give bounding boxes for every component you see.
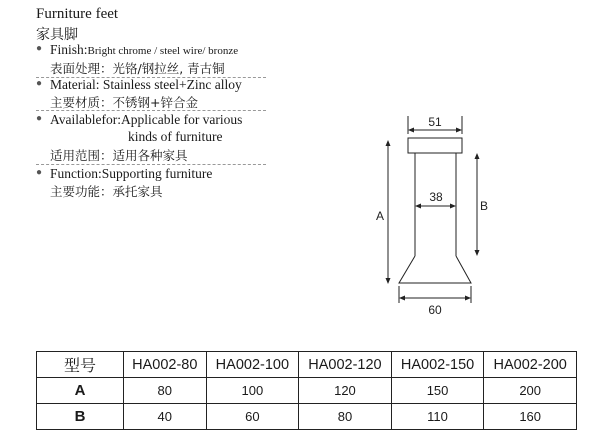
finish-value: Bright chrome / steel wire/ bronze — [87, 45, 239, 57]
table-cell: 200 — [484, 378, 577, 404]
table-row — [37, 404, 577, 430]
material-cn: 主要材质：不锈钢+锌合金 — [50, 95, 198, 110]
dim-neck-width: 38 — [429, 190, 443, 204]
finish-text — [50, 42, 238, 58]
model-header-cell: HA002-100 — [206, 352, 299, 378]
dim-a-label: A — [375, 209, 385, 223]
table-cell: 80 — [299, 404, 392, 430]
product-title-cn: 家具脚 — [36, 27, 78, 43]
divider — [36, 164, 266, 165]
row-label-a: A — [37, 378, 124, 404]
material-text: Material: Stainless steel+Zinc alloy — [50, 77, 242, 92]
model-header-cell: HA002-80 — [124, 352, 207, 378]
row-label-b: B — [37, 404, 124, 430]
available-cn: 适用范围：适用各种家具 — [50, 148, 188, 163]
table-cell: 80 — [124, 378, 207, 404]
table-cell: 60 — [206, 404, 299, 430]
table-row — [37, 378, 577, 404]
size-table — [36, 351, 577, 430]
model-header-cell: HA002-120 — [299, 352, 392, 378]
table-cell: 40 — [124, 404, 207, 430]
table-cell: 120 — [299, 378, 392, 404]
bullet-icon: ● — [36, 78, 43, 89]
model-header-cell: HA002-150 — [391, 352, 484, 378]
model-label-cell: 型号 — [37, 352, 124, 378]
dim-b-label: B — [479, 199, 489, 213]
table-cell: 100 — [206, 378, 299, 404]
finish-cn: 表面处理：光铬/钢拉丝, 青古铜 — [50, 61, 225, 76]
table-header-row — [37, 352, 577, 378]
table-cell: 150 — [391, 378, 484, 404]
divider — [36, 110, 266, 111]
available-text-line1: Availablefor:Applicable for various — [50, 112, 243, 127]
function-cn: 主要功能：承托家具 — [50, 184, 163, 199]
bullet-icon: ● — [36, 167, 43, 178]
bullet-icon: ● — [36, 43, 43, 54]
dim-base-width: 60 — [428, 303, 442, 317]
model-header-cell: HA002-200 — [484, 352, 577, 378]
function-text: Function:Supporting furniture — [50, 166, 213, 181]
bullet-icon: ● — [36, 113, 43, 124]
available-text-line2: kinds of furniture — [128, 129, 223, 144]
table-cell: 160 — [484, 404, 577, 430]
finish-label: Finish: — [50, 42, 88, 57]
product-title: Furniture feet — [36, 6, 119, 22]
table-cell: 110 — [391, 404, 484, 430]
dimension-drawing — [360, 108, 500, 323]
dim-top-width: 51 — [428, 115, 442, 129]
